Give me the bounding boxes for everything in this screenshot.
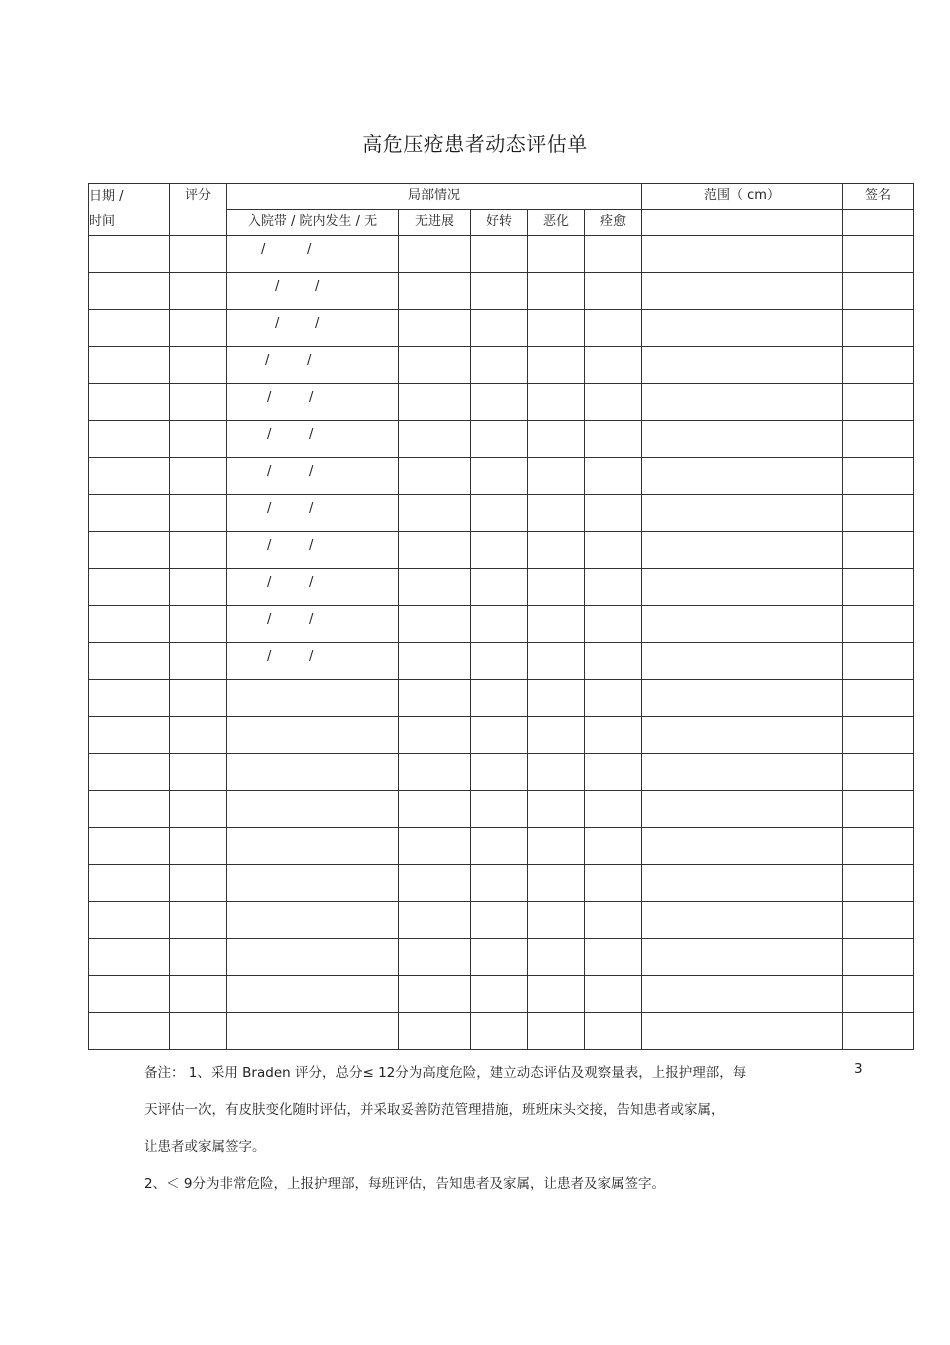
improved-cell[interactable]	[471, 939, 528, 976]
range-cell[interactable]	[642, 310, 843, 347]
origin-cell[interactable]	[227, 569, 399, 606]
date-cell[interactable]	[89, 310, 170, 347]
header-date-label: 日期 /	[89, 189, 124, 204]
score-cell[interactable]	[170, 606, 227, 643]
origin-separator: /	[309, 501, 314, 516]
table-row	[89, 384, 914, 421]
range-cell[interactable]	[642, 680, 843, 717]
healed-cell[interactable]	[585, 976, 642, 1013]
table-row	[89, 939, 914, 976]
improved-cell[interactable]	[471, 754, 528, 791]
worsened-cell[interactable]	[528, 236, 585, 273]
origin-cell[interactable]	[227, 902, 399, 939]
score-cell[interactable]	[170, 421, 227, 458]
table-row	[89, 643, 914, 680]
signature-cell[interactable]	[843, 236, 914, 273]
header-worsened: 恶化	[528, 210, 585, 236]
origin-separator: /	[267, 612, 272, 627]
form-title: 高危压疮患者动态评估单	[362, 132, 588, 156]
origin-separator: /	[309, 649, 314, 664]
score-cell[interactable]	[170, 532, 227, 569]
origin-cell[interactable]	[227, 532, 399, 569]
origin-cell[interactable]	[227, 495, 399, 532]
improved-cell[interactable]	[471, 791, 528, 828]
signature-cell[interactable]	[843, 902, 914, 939]
origin-separator: /	[309, 612, 314, 627]
worsened-cell[interactable]	[528, 976, 585, 1013]
header-healed: 痊愈	[585, 210, 642, 236]
table-row	[89, 532, 914, 569]
range-cell[interactable]	[642, 717, 843, 754]
improved-cell[interactable]	[471, 680, 528, 717]
score-cell[interactable]	[170, 495, 227, 532]
origin-separator: /	[267, 575, 272, 590]
no-progress-cell[interactable]	[399, 273, 471, 310]
header-range: 范围（ cm）	[642, 184, 843, 210]
improved-cell[interactable]	[471, 569, 528, 606]
signature-cell[interactable]	[843, 828, 914, 865]
signature-cell[interactable]	[843, 1013, 914, 1050]
no-progress-cell[interactable]	[399, 643, 471, 680]
healed-cell[interactable]	[585, 939, 642, 976]
range-cell[interactable]	[642, 606, 843, 643]
healed-cell[interactable]	[585, 347, 642, 384]
healed-cell[interactable]	[585, 606, 642, 643]
table-row	[89, 421, 914, 458]
improved-cell[interactable]	[471, 976, 528, 1013]
table-row	[89, 458, 914, 495]
signature-cell[interactable]	[843, 347, 914, 384]
origin-separator: /	[309, 390, 314, 405]
origin-separator: /	[267, 538, 272, 553]
worsened-cell[interactable]	[528, 680, 585, 717]
note-line-2: 天评估一次，有皮肤变化随时评估，并采取妥善防范管理措施，班班床头交接，告知患者或家属，	[144, 1102, 725, 1118]
improved-cell[interactable]	[471, 458, 528, 495]
header-datetime	[89, 184, 170, 236]
date-cell[interactable]	[89, 421, 170, 458]
score-cell[interactable]	[170, 791, 227, 828]
worsened-cell[interactable]	[528, 902, 585, 939]
origin-cell[interactable]	[227, 421, 399, 458]
header-improved: 好转	[471, 210, 528, 236]
worsened-cell[interactable]	[528, 347, 585, 384]
header-no-progress: 无进展	[399, 210, 471, 236]
origin-cell[interactable]	[227, 643, 399, 680]
worsened-cell[interactable]	[528, 643, 585, 680]
date-cell[interactable]	[89, 347, 170, 384]
no-progress-cell[interactable]	[399, 384, 471, 421]
healed-cell[interactable]	[585, 865, 642, 902]
origin-cell[interactable]	[227, 939, 399, 976]
score-cell[interactable]	[170, 643, 227, 680]
signature-cell[interactable]	[843, 384, 914, 421]
no-progress-cell[interactable]	[399, 680, 471, 717]
signature-cell[interactable]	[843, 939, 914, 976]
header-signature: 签名	[843, 184, 914, 210]
origin-separator: /	[309, 464, 314, 479]
note-line-3: 让患者或家属签字。	[144, 1139, 266, 1155]
healed-cell[interactable]	[585, 754, 642, 791]
score-cell[interactable]	[170, 1013, 227, 1050]
signature-cell[interactable]	[843, 532, 914, 569]
range-cell[interactable]	[642, 902, 843, 939]
range-cell[interactable]	[642, 865, 843, 902]
healed-cell[interactable]	[585, 310, 642, 347]
origin-separator: /	[309, 427, 314, 442]
no-progress-cell[interactable]	[399, 347, 471, 384]
worsened-cell[interactable]	[528, 421, 585, 458]
improved-cell[interactable]	[471, 421, 528, 458]
note-line-1-number: 3	[854, 1061, 863, 1077]
healed-cell[interactable]	[585, 384, 642, 421]
score-cell[interactable]	[170, 458, 227, 495]
origin-cell[interactable]	[227, 458, 399, 495]
origin-cell[interactable]	[227, 754, 399, 791]
date-cell[interactable]	[89, 791, 170, 828]
origin-separator: /	[267, 464, 272, 479]
improved-cell[interactable]	[471, 606, 528, 643]
score-cell[interactable]	[170, 569, 227, 606]
no-progress-cell[interactable]	[399, 791, 471, 828]
no-progress-cell[interactable]	[399, 532, 471, 569]
date-cell[interactable]	[89, 717, 170, 754]
healed-cell[interactable]	[585, 828, 642, 865]
signature-cell[interactable]	[843, 717, 914, 754]
header-signature-blank	[843, 210, 914, 236]
date-cell[interactable]	[89, 828, 170, 865]
origin-separator: /	[307, 353, 312, 368]
no-progress-cell[interactable]	[399, 421, 471, 458]
note-line-1: 备注： 1、采用 Braden 评分，总分≤ 12分为高度危险，建立动态评估及观察量表，上报护理部，每	[144, 1065, 747, 1081]
score-cell[interactable]	[170, 273, 227, 310]
table-row	[89, 865, 914, 902]
origin-separator: /	[267, 427, 272, 442]
improved-cell[interactable]	[471, 495, 528, 532]
date-cell[interactable]	[89, 273, 170, 310]
origin-separator: /	[261, 242, 266, 257]
origin-separator: /	[265, 353, 270, 368]
score-cell[interactable]	[170, 754, 227, 791]
improved-cell[interactable]	[471, 902, 528, 939]
worsened-cell[interactable]	[528, 1013, 585, 1050]
origin-separator: /	[275, 279, 280, 294]
date-cell[interactable]	[89, 680, 170, 717]
origin-cell[interactable]	[227, 236, 399, 273]
worsened-cell[interactable]	[528, 273, 585, 310]
note-line-4: 2、＜ 9分为非常危险，上报护理部，每班评估，告知患者及家属，让患者及家属签字。	[144, 1176, 665, 1192]
date-cell[interactable]	[89, 384, 170, 421]
origin-cell[interactable]	[227, 606, 399, 643]
header-time-label: 时间	[89, 214, 116, 229]
signature-cell[interactable]	[843, 421, 914, 458]
origin-cell[interactable]	[227, 976, 399, 1013]
signature-cell[interactable]	[843, 569, 914, 606]
score-cell[interactable]	[170, 976, 227, 1013]
improved-cell[interactable]	[471, 347, 528, 384]
healed-cell[interactable]	[585, 902, 642, 939]
table-row	[89, 310, 914, 347]
no-progress-cell[interactable]	[399, 902, 471, 939]
no-progress-cell[interactable]	[399, 236, 471, 273]
score-cell[interactable]	[170, 384, 227, 421]
range-cell[interactable]	[642, 643, 843, 680]
date-cell[interactable]	[89, 902, 170, 939]
healed-cell[interactable]	[585, 1013, 642, 1050]
header-score: 评分	[170, 184, 227, 236]
score-cell[interactable]	[170, 310, 227, 347]
improved-cell[interactable]	[471, 236, 528, 273]
date-cell[interactable]	[89, 865, 170, 902]
signature-cell[interactable]	[843, 865, 914, 902]
signature-cell[interactable]	[843, 606, 914, 643]
healed-cell[interactable]	[585, 458, 642, 495]
table-row	[89, 495, 914, 532]
score-cell[interactable]	[170, 717, 227, 754]
no-progress-cell[interactable]	[399, 976, 471, 1013]
improved-cell[interactable]	[471, 1013, 528, 1050]
header-local-condition: 局部情况	[227, 184, 642, 210]
range-cell[interactable]	[642, 421, 843, 458]
score-cell[interactable]	[170, 865, 227, 902]
healed-cell[interactable]	[585, 532, 642, 569]
origin-separator: /	[315, 279, 320, 294]
improved-cell[interactable]	[471, 865, 528, 902]
worsened-cell[interactable]	[528, 384, 585, 421]
origin-cell[interactable]	[227, 791, 399, 828]
date-cell[interactable]	[89, 532, 170, 569]
range-cell[interactable]	[642, 1013, 843, 1050]
origin-cell[interactable]	[227, 680, 399, 717]
worsened-cell[interactable]	[528, 458, 585, 495]
worsened-cell[interactable]	[528, 828, 585, 865]
improved-cell[interactable]	[471, 384, 528, 421]
header-range-blank	[642, 210, 843, 236]
table-row	[89, 273, 914, 310]
score-cell[interactable]	[170, 902, 227, 939]
no-progress-cell[interactable]	[399, 1013, 471, 1050]
improved-cell[interactable]	[471, 643, 528, 680]
table-row	[89, 754, 914, 791]
table-row	[89, 791, 914, 828]
score-cell[interactable]	[170, 939, 227, 976]
healed-cell[interactable]	[585, 236, 642, 273]
worsened-cell[interactable]	[528, 569, 585, 606]
signature-cell[interactable]	[843, 310, 914, 347]
origin-cell[interactable]	[227, 347, 399, 384]
table-row	[89, 976, 914, 1013]
range-cell[interactable]	[642, 754, 843, 791]
improved-cell[interactable]	[471, 532, 528, 569]
no-progress-cell[interactable]	[399, 310, 471, 347]
no-progress-cell[interactable]	[399, 717, 471, 754]
origin-cell[interactable]	[227, 828, 399, 865]
origin-separator: /	[309, 575, 314, 590]
no-progress-cell[interactable]	[399, 754, 471, 791]
no-progress-cell[interactable]	[399, 458, 471, 495]
healed-cell[interactable]	[585, 495, 642, 532]
worsened-cell[interactable]	[528, 495, 585, 532]
signature-cell[interactable]	[843, 976, 914, 1013]
improved-cell[interactable]	[471, 717, 528, 754]
origin-separator: /	[309, 538, 314, 553]
table-row	[89, 1013, 914, 1050]
healed-cell[interactable]	[585, 791, 642, 828]
worsened-cell[interactable]	[528, 717, 585, 754]
range-cell[interactable]	[642, 458, 843, 495]
improved-cell[interactable]	[471, 310, 528, 347]
range-cell[interactable]	[642, 791, 843, 828]
table-row	[89, 902, 914, 939]
date-cell[interactable]	[89, 643, 170, 680]
origin-separator: /	[267, 649, 272, 664]
table-row	[89, 347, 914, 384]
no-progress-cell[interactable]	[399, 828, 471, 865]
range-cell[interactable]	[642, 828, 843, 865]
range-cell[interactable]	[642, 384, 843, 421]
signature-cell[interactable]	[843, 791, 914, 828]
origin-separator: /	[275, 316, 280, 331]
range-cell[interactable]	[642, 976, 843, 1013]
origin-separator: /	[267, 501, 272, 516]
worsened-cell[interactable]	[528, 791, 585, 828]
date-cell[interactable]	[89, 754, 170, 791]
table-row	[89, 569, 914, 606]
table-row	[89, 606, 914, 643]
no-progress-cell[interactable]	[399, 939, 471, 976]
worsened-cell[interactable]	[528, 606, 585, 643]
healed-cell[interactable]	[585, 421, 642, 458]
range-cell[interactable]	[642, 273, 843, 310]
date-cell[interactable]	[89, 458, 170, 495]
range-cell[interactable]	[642, 495, 843, 532]
score-cell[interactable]	[170, 347, 227, 384]
origin-cell[interactable]	[227, 1013, 399, 1050]
range-cell[interactable]	[642, 569, 843, 606]
healed-cell[interactable]	[585, 680, 642, 717]
table-row	[89, 680, 914, 717]
worsened-cell[interactable]	[528, 532, 585, 569]
origin-cell[interactable]	[227, 273, 399, 310]
worsened-cell[interactable]	[528, 865, 585, 902]
date-cell[interactable]	[89, 1013, 170, 1050]
range-cell[interactable]	[642, 532, 843, 569]
healed-cell[interactable]	[585, 273, 642, 310]
date-cell[interactable]	[89, 495, 170, 532]
origin-cell[interactable]	[227, 310, 399, 347]
range-cell[interactable]	[642, 236, 843, 273]
signature-cell[interactable]	[843, 754, 914, 791]
no-progress-cell[interactable]	[399, 606, 471, 643]
origin-separator: /	[307, 242, 312, 257]
no-progress-cell[interactable]	[399, 495, 471, 532]
table-row	[89, 236, 914, 273]
date-cell[interactable]	[89, 236, 170, 273]
table-row	[89, 717, 914, 754]
date-cell[interactable]	[89, 976, 170, 1013]
signature-cell[interactable]	[843, 680, 914, 717]
date-cell[interactable]	[89, 569, 170, 606]
improved-cell[interactable]	[471, 828, 528, 865]
signature-cell[interactable]	[843, 273, 914, 310]
score-cell[interactable]	[170, 828, 227, 865]
signature-cell[interactable]	[843, 643, 914, 680]
improved-cell[interactable]	[471, 273, 528, 310]
date-cell[interactable]	[89, 939, 170, 976]
origin-cell[interactable]	[227, 717, 399, 754]
worsened-cell[interactable]	[528, 754, 585, 791]
table-row	[89, 828, 914, 865]
origin-separator: /	[267, 390, 272, 405]
signature-cell[interactable]	[843, 495, 914, 532]
score-cell[interactable]	[170, 236, 227, 273]
origin-cell[interactable]	[227, 865, 399, 902]
signature-cell[interactable]	[843, 458, 914, 495]
header-origin: 入院带 / 院内发生 / 无	[227, 210, 399, 236]
origin-separator: /	[315, 316, 320, 331]
origin-cell[interactable]	[227, 384, 399, 421]
range-cell[interactable]	[642, 347, 843, 384]
healed-cell[interactable]	[585, 717, 642, 754]
worsened-cell[interactable]	[528, 939, 585, 976]
no-progress-cell[interactable]	[399, 865, 471, 902]
no-progress-cell[interactable]	[399, 569, 471, 606]
date-cell[interactable]	[89, 606, 170, 643]
range-cell[interactable]	[642, 939, 843, 976]
healed-cell[interactable]	[585, 569, 642, 606]
worsened-cell[interactable]	[528, 310, 585, 347]
score-cell[interactable]	[170, 680, 227, 717]
assessment-table	[88, 183, 914, 1050]
healed-cell[interactable]	[585, 643, 642, 680]
